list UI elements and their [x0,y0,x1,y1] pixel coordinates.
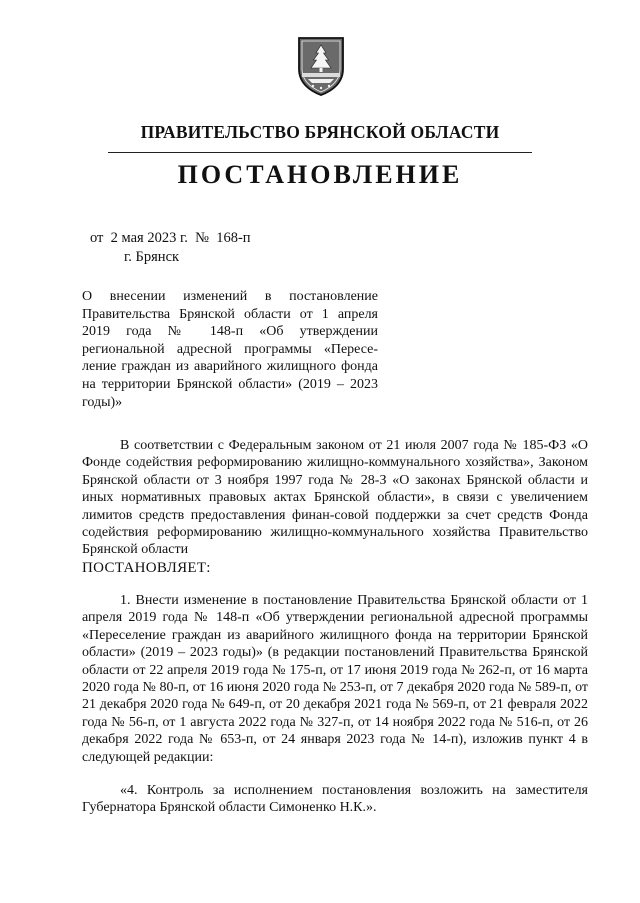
coat-of-arms-icon [296,35,346,97]
preamble-paragraph: В соответствии с Федеральным законом от 21 июля 2007 года № 185-ФЗ «О Фонде содействия реформированию жилищно-коммунального хозяйства», Законом Брянской области от 3 ноября 1997 года № 28-З «О законах Брянской области и иных нормативных правовых актах Брянской области», в связи с увеличением лимитов средств предоставления финан-совой поддержки за счет средств Фонда содействия реформированию жилищно-коммунального хозяйства Правительство Брянской области [82,438,588,558]
document-subject: О внесении изменений в постановление Правительства Брянской области от 1 апреля 2019 года № 148-п «Об утверждении региональной адресной программы «Пересе-ление граждан из аварийного жилищного фонда на территории Брянской области» (2019 – 2023 годы)» [82,289,378,410]
decree-word: ПОСТАНОВЛЯЕТ: [82,560,211,576]
item-1-paragraph: 1. Внести изменение в постановление Правительства Брянской области от 1 апреля 2019 года № 148-п «Об утверждении региональной адресной программы «Переселение граждан из аварийного жилищного фонда на территории Брянской области» (2019 – 2023 годы)» (в редакции постановлений Правительства Брянской области от 22 апреля 2019 года № 175-п, от 17 июня 2019 года № 262-п, от 16 марта 2020 года № 80-п, от 16 июня 2020 года № 253-п, от 7 декабря 2020 года № 589-п, от 21 декабря 2020 года № 649-п, от 20 декабря 2021 года № 569-п, от 21 февраля 2022 года № 56-п, от 1 августа 2022 года № 327-п, от 14 ноября 2022 года № 516-п, от 26 декабря 2022 года № 653-п, от 24 января 2023 года № 14-п), изложив пункт 4 в следующей редакции: [82,593,588,765]
date-and-number: от 2 мая 2023 г. № 168-п [90,230,251,246]
quoted-item-4-paragraph: «4. Контроль за исполнением постановления возложить на заместителя Губернатора Брянской области Симоненко Н.К.». [82,783,588,816]
government-name: ПРАВИТЕЛЬСТВО БРЯНСКОЙ ОБЛАСТИ [140,122,500,142]
document-type-title: ПОСТАНОВЛЕНИЕ [177,160,463,189]
header-divider [108,152,532,153]
city: г. Брянск [124,249,180,265]
